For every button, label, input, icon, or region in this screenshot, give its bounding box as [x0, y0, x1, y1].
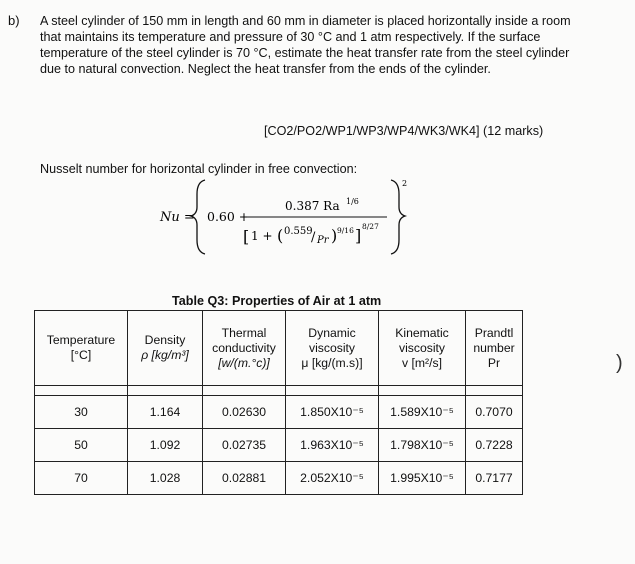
nu-lhs: Nu =	[160, 210, 195, 225]
col-header-thermal-conductivity: Thermal conductivity [w/(m.°c)]	[203, 311, 286, 386]
den-slash: /	[311, 230, 316, 245]
cell-density: 1.028	[128, 462, 203, 495]
col-header-kinematic-viscosity: Kinematic viscosity v [m²/s]	[379, 311, 466, 386]
cell-conductivity: 0.02881	[203, 462, 286, 495]
col-header-dynamic-viscosity: Dynamic viscosity μ [kg/(m.s)]	[286, 311, 379, 386]
cell-temperature: 70	[35, 462, 128, 495]
den-val: 0.559	[284, 226, 313, 237]
table-row	[35, 462, 523, 495]
cell-dynamic-viscosity: 2.052X10⁻⁵	[286, 462, 379, 495]
cell-dynamic-viscosity: 1.850X10⁻⁵	[286, 396, 379, 429]
den-one: 1 +	[251, 229, 273, 243]
margin-mark: )	[616, 352, 623, 374]
cell-density: 1.092	[128, 429, 203, 462]
den-pr: Pr	[317, 235, 329, 246]
table-row	[35, 396, 523, 429]
den-outer-exp: 8/27	[362, 222, 379, 231]
properties-table	[34, 310, 523, 495]
den-open-paren: (	[277, 226, 284, 245]
cell-kinematic-viscosity: 1.995X10⁻⁵	[379, 462, 466, 495]
nu-const: 0.60 +	[207, 209, 250, 224]
question-label: b)	[8, 13, 20, 28]
question-text: A steel cylinder of 150 mm in length and 60 mm in diameter is placed horizontally inside a room that maintains its temperature and pressure of 30 °C and 1 atm respectively. If the surface temperature of the steel cylinder is 70 °C, estimate the heat transfer rate from the steel cylinder due to natural convection. Neglect the heat transfer from the ends of the cylinder.	[40, 14, 571, 76]
den-open-bracket: [	[243, 227, 250, 246]
cell-prandtl: 0.7070	[466, 396, 523, 429]
cell-prandtl: 0.7177	[466, 462, 523, 495]
cell-temperature: 30	[35, 396, 128, 429]
den-close-bracket: ]	[355, 226, 362, 245]
cell-conductivity: 0.02735	[203, 429, 286, 462]
header-row	[35, 311, 523, 386]
col-header-temperature: Temperature [°C]	[35, 311, 128, 386]
cell-dynamic-viscosity: 1.963X10⁻⁵	[286, 429, 379, 462]
cell-kinematic-viscosity: 1.798X10⁻⁵	[379, 429, 466, 462]
spacer-row	[35, 386, 523, 396]
table-caption: Table Q3: Properties of Air at 1 atm	[172, 294, 382, 308]
right-brace	[391, 179, 408, 254]
outer-exp: 2	[402, 179, 408, 188]
col-header-prandtl: Prandtl number Pr	[466, 311, 523, 386]
cell-kinematic-viscosity: 1.589X10⁻⁵	[379, 396, 466, 429]
course-codes: [CO2/PO2/WP1/WP3/WP4/WK3/WK4] (12 marks)	[264, 124, 544, 138]
col-header-density: Density ρ [kg/m³]	[128, 311, 203, 386]
left-brace	[191, 180, 205, 254]
den-close-paren: )	[331, 226, 338, 245]
nu-num-exp: 1/6	[346, 197, 359, 206]
nu-numerator: 0.387 Ra	[285, 199, 340, 213]
den-inner-exp: 9/16	[337, 226, 354, 235]
nusselt-title: Nusselt number for horizontal cylinder in free convection:	[40, 162, 358, 176]
cell-temperature: 50	[35, 429, 128, 462]
cell-prandtl: 0.7228	[466, 429, 523, 462]
cell-density: 1.164	[128, 396, 203, 429]
cell-conductivity: 0.02630	[203, 396, 286, 429]
table-row	[35, 429, 523, 462]
